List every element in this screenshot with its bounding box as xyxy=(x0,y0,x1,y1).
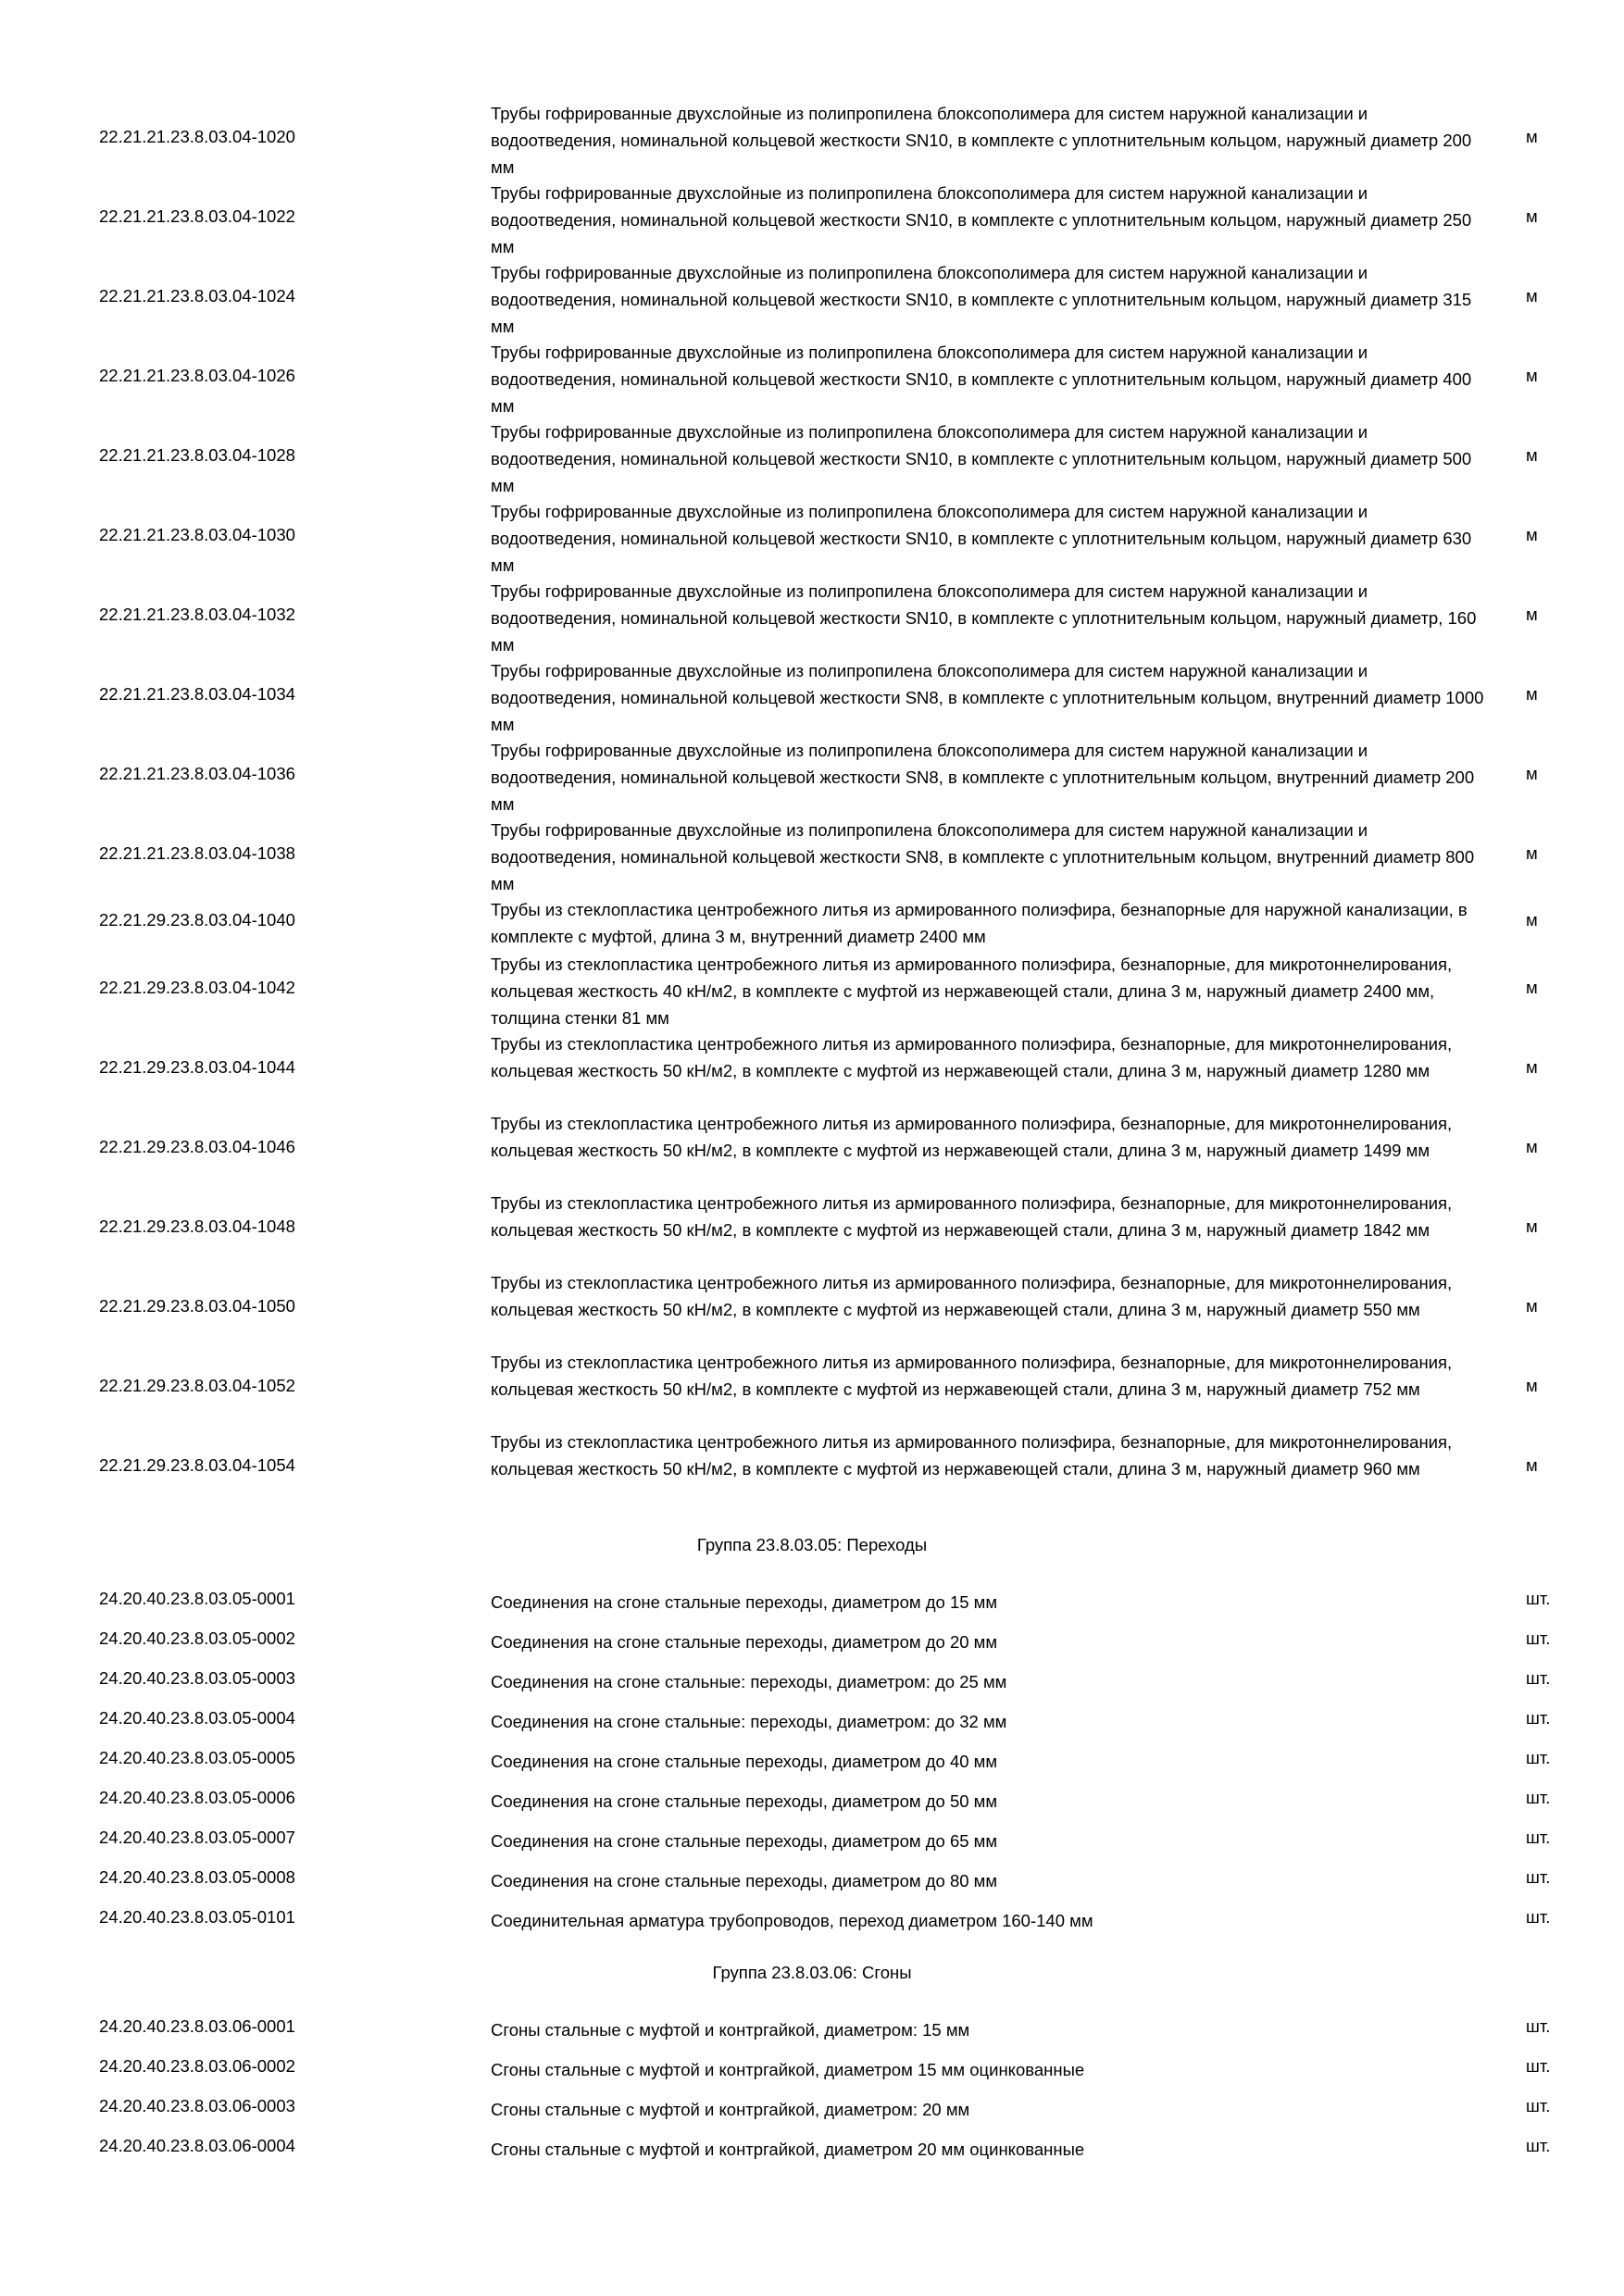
item-code: 22.21.21.23.8.03.04-1026 xyxy=(99,366,295,385)
item-code: 24.20.40.23.8.03.05-0007 xyxy=(99,1828,295,1847)
item-name: Трубы из стеклопластика центробежного литья из армированного полиэфира, безнапорные, для микротоннелирования, кольцевая жесткость 50 кН/м2, в комплекте с муфтой из нержавеющей стали, длина 3 м, наружный диаметр 752 мм xyxy=(491,1353,1453,1399)
item-name: Соединения на сгоне стальные: переходы, диаметром: до 32 мм xyxy=(491,1712,1007,1731)
group-heading: Группа 23.8.03.06: Сгоны xyxy=(712,1963,912,1982)
item-unit: м xyxy=(1526,1296,1538,1316)
item-code: 24.20.40.23.8.03.05-0004 xyxy=(99,1708,295,1728)
item-unit: шт. xyxy=(1526,1788,1551,1807)
group-heading: Группа 23.8.03.05: Переходы xyxy=(696,1535,928,1554)
item-unit: шт. xyxy=(1526,1628,1551,1648)
item-code: 22.21.29.23.8.03.04-1042 xyxy=(99,978,295,997)
item-unit: м xyxy=(1526,684,1538,704)
item-unit: м xyxy=(1526,978,1538,997)
item-name: Сгоны стальные с муфтой и контргайкой, диаметром: 15 мм xyxy=(491,2020,970,2040)
item-code: 24.20.40.23.8.03.05-0008 xyxy=(99,1867,295,1887)
item-unit: шт. xyxy=(1526,2096,1551,2115)
item-code: 24.20.40.23.8.03.05-0005 xyxy=(99,1748,295,1767)
item-code: 22.21.21.23.8.03.04-1030 xyxy=(99,525,295,544)
item-name: Соединения на сгоне стальные переходы, диаметром до 80 мм xyxy=(491,1871,998,1890)
item-code: 24.20.40.23.8.03.05-0002 xyxy=(99,1628,295,1648)
item-name: Соединения на сгоне стальные: переходы, диаметром: до 25 мм xyxy=(491,1672,1007,1691)
item-code: 24.20.40.23.8.03.06-0001 xyxy=(99,2016,295,2036)
item-unit: шт. xyxy=(1526,1828,1551,1847)
item-code: 24.20.40.23.8.03.05-0003 xyxy=(99,1668,295,1688)
item-unit: м xyxy=(1526,1137,1538,1156)
item-unit: м xyxy=(1526,206,1538,226)
item-code: 22.21.21.23.8.03.04-1032 xyxy=(99,605,295,624)
item-unit: шт. xyxy=(1526,2136,1551,2155)
item-code: 24.20.40.23.8.03.05-0101 xyxy=(99,1907,295,1927)
item-name: Трубы гофрированные двухслойные из полипропилена блоксополимера для систем наружной канализации и водоотведения, номинальной кольцевой жесткости SN8, в комплекте с уплотнительным кольцом, внутренний диаметр 800 мм xyxy=(491,820,1475,893)
item-unit: м xyxy=(1526,1217,1538,1236)
item-name: Трубы из стеклопластика центробежного литья из армированного полиэфира, безнапорные для наружной канализации, в комплекте с муфтой, длина 3 м, внутренний диаметр 2400 мм xyxy=(491,900,1468,946)
item-unit: шт. xyxy=(1526,2056,1551,2076)
item-name: Трубы гофрированные двухслойные из полипропилена блоксополимера для систем наружной канализации и водоотведения, номинальной кольцевой жесткости SN10, в комплекте с уплотнительным кольцом, наружный диаметр 500 мм xyxy=(491,422,1472,495)
item-name: Трубы гофрированные двухслойные из полипропилена блоксополимера для систем наружной канализации и водоотведения, номинальной кольцевой жесткости SN10, в комплекте с уплотнительным кольцом, наружный диаметр 630 мм xyxy=(491,502,1472,575)
item-unit: м xyxy=(1526,286,1538,306)
item-code: 22.21.29.23.8.03.04-1040 xyxy=(99,910,295,930)
item-name: Трубы из стеклопластика центробежного литья из армированного полиэфира, безнапорные, для микротоннелирования, кольцевая жесткость 40 кН/м2, в комплекте с муфтой из нержавеющей стали, длина 3 м, наружный диаметр 2400 мм, толщина стенки 81 мм xyxy=(491,955,1453,1028)
item-unit: м xyxy=(1526,1455,1538,1475)
item-unit: шт. xyxy=(1526,1907,1551,1927)
item-unit: м xyxy=(1526,910,1538,930)
item-name: Трубы из стеклопластика центробежного литья из армированного полиэфира, безнапорные, для микротоннелирования, кольцевая жесткость 50 кН/м2, в комплекте с муфтой из нержавеющей стали, длина 3 м, наружный диаметр 1842 мм xyxy=(491,1193,1453,1240)
item-code: 22.21.21.23.8.03.04-1020 xyxy=(99,127,295,146)
item-code: 22.21.21.23.8.03.04-1024 xyxy=(99,286,295,306)
item-name: Трубы из стеклопластика центробежного литья из армированного полиэфира, безнапорные, для микротоннелирования, кольцевая жесткость 50 кН/м2, в комплекте с муфтой из нержавеющей стали, длина 3 м, наружный диаметр 550 мм xyxy=(491,1273,1453,1319)
item-unit: м xyxy=(1526,127,1538,146)
item-code: 22.21.29.23.8.03.04-1044 xyxy=(99,1057,295,1077)
item-name: Трубы гофрированные двухслойные из полипропилена блоксополимера для систем наружной канализации и водоотведения, номинальной кольцевой жесткости SN10, в комплекте с уплотнительным кольцом, наружный диаметр 250 мм xyxy=(491,183,1472,256)
item-code: 22.21.21.23.8.03.04-1036 xyxy=(99,764,295,783)
item-unit: шт. xyxy=(1526,2016,1551,2036)
item-unit: шт. xyxy=(1526,1668,1551,1688)
item-code: 22.21.21.23.8.03.04-1028 xyxy=(99,445,295,465)
item-name: Трубы гофрированные двухслойные из полипропилена блоксополимера для систем наружной канализации и водоотведения, номинальной кольцевой жесткости SN10, в комплекте с уплотнительным кольцом, наружный диаметр, 160 мм xyxy=(491,581,1477,655)
item-unit: м xyxy=(1526,366,1538,385)
item-name: Соединения на сгоне стальные переходы, диаметром до 15 мм xyxy=(491,1592,998,1612)
item-name: Соединения на сгоне стальные переходы, диаметром до 65 мм xyxy=(491,1831,998,1851)
item-unit: м xyxy=(1526,1376,1538,1395)
item-code: 22.21.21.23.8.03.04-1034 xyxy=(99,684,295,704)
item-name: Трубы из стеклопластика центробежного литья из армированного полиэфира, безнапорные, для микротоннелирования, кольцевая жесткость 50 кН/м2, в комплекте с муфтой из нержавеющей стали, длина 3 м, наружный диаметр 1499 мм xyxy=(491,1114,1453,1160)
item-name: Соединения на сгоне стальные переходы, диаметром до 40 мм xyxy=(491,1752,998,1771)
item-code: 24.20.40.23.8.03.06-0003 xyxy=(99,2096,295,2115)
item-name: Трубы гофрированные двухслойные из полипропилена блоксополимера для систем наружной канализации и водоотведения, номинальной кольцевой жесткости SN10, в комплекте с уплотнительным кольцом, наружный диаметр 200 мм xyxy=(491,104,1472,177)
item-name: Соединения на сгоне стальные переходы, диаметром до 20 мм xyxy=(491,1632,998,1652)
item-name: Трубы гофрированные двухслойные из полипропилена блоксополимера для систем наружной канализации и водоотведения, номинальной кольцевой жесткости SN10, в комплекте с уплотнительным кольцом, наружный диаметр 400 мм xyxy=(491,343,1472,416)
item-unit: м xyxy=(1526,764,1538,783)
item-name: Сгоны стальные с муфтой и контргайкой, диаметром 15 мм оцинкованные xyxy=(491,2060,1085,2079)
item-name: Сгоны стальные с муфтой и контргайкой, диаметром 20 мм оцинкованные xyxy=(491,2140,1085,2159)
item-code: 24.20.40.23.8.03.05-0006 xyxy=(99,1788,295,1807)
item-name: Трубы гофрированные двухслойные из полипропилена блоксополимера для систем наружной канализации и водоотведения, номинальной кольцевой жесткости SN10, в комплекте с уплотнительным кольцом, наружный диаметр 315 мм xyxy=(491,263,1472,336)
item-name: Трубы из стеклопластика центробежного литья из армированного полиэфира, безнапорные, для микротоннелирования, кольцевая жесткость 50 кН/м2, в комплекте с муфтой из нержавеющей стали, длина 3 м, наружный диаметр 960 мм xyxy=(491,1432,1453,1479)
item-name: Соединения на сгоне стальные переходы, диаметром до 50 мм xyxy=(491,1791,998,1811)
item-unit: м xyxy=(1526,445,1538,465)
item-unit: шт. xyxy=(1526,1708,1551,1728)
item-code: 22.21.21.23.8.03.04-1022 xyxy=(99,206,295,226)
item-code: 24.20.40.23.8.03.06-0002 xyxy=(99,2056,295,2076)
item-name: Трубы из стеклопластика центробежного литья из армированного полиэфира, безнапорные, для микротоннелирования, кольцевая жесткость 50 кН/м2, в комплекте с муфтой из нержавеющей стали, длина 3 м, наружный диаметр 1280 мм xyxy=(491,1034,1453,1080)
item-unit: м xyxy=(1526,1057,1538,1077)
item-code: 24.20.40.23.8.03.05-0001 xyxy=(99,1589,295,1608)
item-unit: шт. xyxy=(1526,1748,1551,1767)
item-code: 22.21.29.23.8.03.04-1052 xyxy=(99,1376,295,1395)
item-name: Трубы гофрированные двухслойные из полипропилена блоксополимера для систем наружной канализации и водоотведения, номинальной кольцевой жесткости SN8, в комплекте с уплотнительным кольцом, внутренний диаметр 200 мм xyxy=(491,741,1475,814)
item-unit: шт. xyxy=(1526,1867,1551,1887)
item-code: 24.20.40.23.8.03.06-0004 xyxy=(99,2136,295,2155)
item-code: 22.21.29.23.8.03.04-1054 xyxy=(99,1455,295,1475)
item-unit: шт. xyxy=(1526,1589,1551,1608)
item-unit: м xyxy=(1526,605,1538,624)
item-name: Соединительная арматура трубопроводов, переход диаметром 160-140 мм xyxy=(491,1911,1093,1930)
item-unit: м xyxy=(1526,525,1538,544)
item-name: Сгоны стальные с муфтой и контргайкой, диаметром: 20 мм xyxy=(491,2100,970,2119)
item-code: 22.21.29.23.8.03.04-1046 xyxy=(99,1137,295,1156)
item-unit: м xyxy=(1526,843,1538,863)
item-name: Трубы гофрированные двухслойные из полипропилена блоксополимера для систем наружной канализации и водоотведения, номинальной кольцевой жесткости SN8, в комплекте с уплотнительным кольцом, внутренний диаметр 1000 мм xyxy=(491,661,1484,734)
item-code: 22.21.29.23.8.03.04-1050 xyxy=(99,1296,295,1316)
item-code: 22.21.29.23.8.03.04-1048 xyxy=(99,1217,295,1236)
item-code: 22.21.21.23.8.03.04-1038 xyxy=(99,843,295,863)
